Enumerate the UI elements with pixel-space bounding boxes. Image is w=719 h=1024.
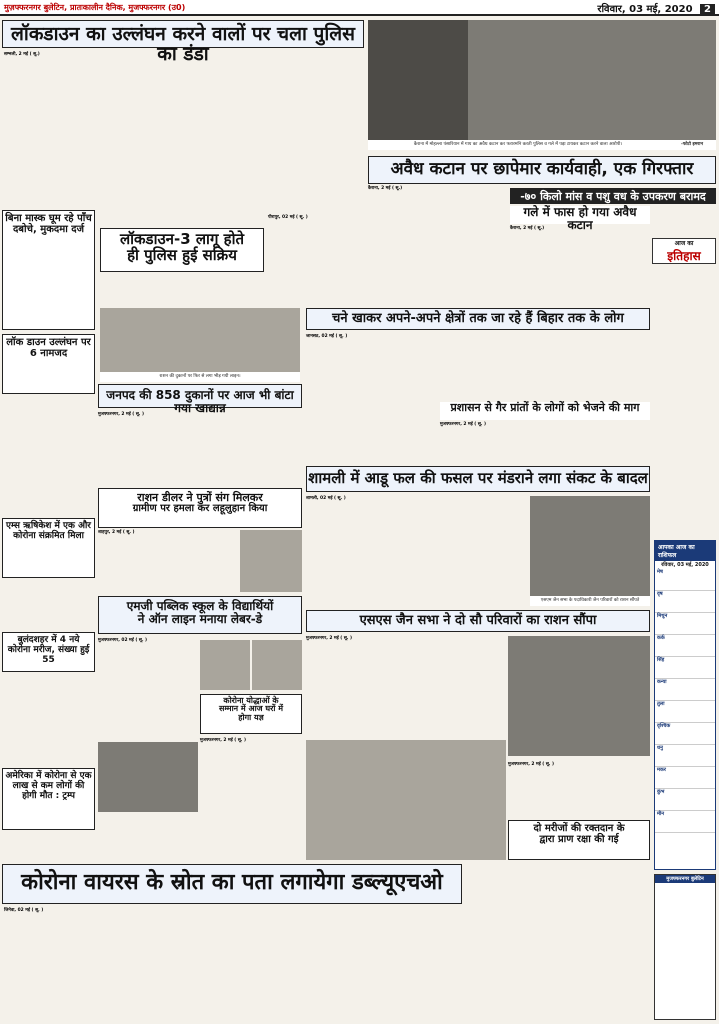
rashifal-sign: वृश्चिक bbox=[655, 723, 715, 745]
rashifal-date: रविवार, 03 मई, 2020 bbox=[661, 562, 709, 568]
brief-lockdown-box bbox=[2, 334, 95, 394]
rashifal-sign: मकर bbox=[655, 767, 715, 789]
story8-dateline: शाहपुर, 2 मई ( सू. ) bbox=[98, 530, 135, 535]
story9-photo bbox=[530, 496, 650, 596]
brief-aiims-headline: एम्स ऋषिकेश में एक और कोरोना संक्रमित मिला bbox=[3, 519, 94, 543]
story11-headline-line3: होगा यज्ञ bbox=[238, 712, 264, 722]
story11-dateline: मुजफ्फरनगर, 2 मई ( सू. ) bbox=[200, 738, 246, 743]
page-number: 2 bbox=[700, 4, 715, 15]
story8-headline-line1: राशन डीलर ने पुत्रों संग मिलकर bbox=[137, 491, 263, 504]
story9-body bbox=[306, 496, 526, 626]
story6-dateline: मुजफ्फरनगर, 2 मई ( सू. ) bbox=[440, 422, 486, 427]
brief-bulandshahr-headline: बुलंदशहर में 4 नये कोरोना मरीज, संख्या हुई 55 bbox=[3, 633, 94, 667]
story2-photo-caption: राशन की दुकानों पर फिर से लगा भीड़ गयी लाइन। bbox=[100, 372, 300, 382]
story1-photo-left-panel bbox=[368, 20, 468, 140]
story3-body bbox=[368, 186, 506, 276]
story7-headline: जनपद की 858 दुकानों पर आज भी बांटा गया खाद्यान्न bbox=[98, 384, 302, 408]
story1-body bbox=[4, 52, 364, 200]
story13-dateline: मुजफ्फरनगर, 2 मई ( सू. ) bbox=[508, 762, 554, 767]
story3-subhead: -७० किलो मांस व पशु वध के उपकरण बरामद bbox=[510, 188, 716, 204]
story7-dateline: मुजफ्फरनगर, 2 मई ( सू. ) bbox=[98, 412, 144, 417]
rashifal-sign: मिथुन bbox=[655, 613, 715, 635]
story2-headline-box bbox=[100, 228, 264, 272]
brief-mask-box bbox=[2, 210, 95, 330]
story10-headline-line2: ने ऑन लाइन मनाया लेबर-डे bbox=[137, 611, 263, 626]
story8-photo bbox=[240, 530, 302, 592]
masthead-date-block bbox=[597, 1, 715, 15]
rashifal-sign: मेष bbox=[655, 569, 715, 591]
rashifal-sign: कुंभ bbox=[655, 789, 715, 811]
story12-body bbox=[306, 636, 506, 736]
brief-mask-headline: बिना मास्क घूम रहे पाँच दबोचे, मुकदमा दर्ज bbox=[3, 211, 94, 237]
story12-headline: एसएस जैन सभा ने दो सौ परिवारों का राशन सौंपा bbox=[306, 610, 650, 632]
story4-dateline: कैराना, 2 मई ( सू.) bbox=[510, 226, 545, 231]
story5-body bbox=[306, 334, 436, 454]
misc-bottom-right-body bbox=[466, 866, 650, 1020]
story10-headline-line1: एमजी पब्लिक स्कूल के विद्यार्थियों bbox=[126, 599, 274, 613]
brief-lockdown-headline: लॉक डाउन उल्लंघन पर 6 नामजद bbox=[3, 335, 94, 361]
story1-photo-credit: -फोटो इमरान bbox=[668, 140, 716, 150]
story2-headline-line1: लॉकडाउन-3 लागू होते bbox=[119, 230, 245, 248]
story10-headline-box bbox=[98, 596, 302, 634]
story2-body bbox=[268, 215, 364, 305]
story1-photo-caption: कैराना में मोहल्ला पंसारियान में गाय का अवैध कटान कर फरारमनि करती पुलिस व गले में पड़ा टायकर कटान करने वाला आरोपी। bbox=[368, 140, 668, 150]
story12-dateline: मुजफ्फरनगर, 2 मई ( सू. ) bbox=[306, 636, 352, 641]
story10-body bbox=[98, 638, 198, 738]
itihas-label: इतिहास bbox=[667, 249, 701, 263]
story1-headline: लॉकडाउन का उल्लंघन करने वालों पर चला पुलिस का डंडा bbox=[2, 20, 364, 48]
masthead bbox=[0, 0, 719, 16]
rashifal-list bbox=[655, 569, 715, 833]
story3-dateline: कैराना, 2 मई ( सू.) bbox=[368, 186, 403, 191]
story8-headline-box bbox=[98, 488, 302, 528]
story13-headline-line2: द्वारा प्राण रक्षा की गई bbox=[539, 833, 619, 845]
story7-body bbox=[98, 412, 302, 484]
story3-headline: अवैध कटान पर छापेमार कार्यवाही, एक गिरफ्तार bbox=[368, 156, 716, 184]
story10-photo-student1 bbox=[200, 640, 250, 690]
rashifal-sign: सिंह bbox=[655, 657, 715, 679]
rashifal-sign: कन्या bbox=[655, 679, 715, 701]
story14-body bbox=[4, 908, 460, 1020]
story8-body bbox=[98, 530, 238, 592]
rashifal-sign: कर्क bbox=[655, 635, 715, 657]
story10-dateline: मुजफ्फरनगर, 02 मई ( सू. ) bbox=[98, 638, 148, 643]
story13-headline-box bbox=[508, 820, 650, 860]
masthead-publication: मुज़फ्फरनगर बुलेटिन, प्रातःकालीन दैनिक, मुजफ्फरनगर (उ0) bbox=[4, 3, 186, 12]
itihas-body bbox=[652, 266, 716, 530]
story12-photo bbox=[508, 636, 650, 756]
story13-photo bbox=[306, 740, 506, 860]
imprint-box bbox=[654, 874, 716, 1020]
story11-headline-line1: कोरोना योद्धाओं के bbox=[223, 696, 279, 705]
story10-photo-group bbox=[98, 742, 198, 812]
brief-bulandshahr-box bbox=[2, 632, 95, 672]
story4-headline: गले में फास हो गया अवैध कटान bbox=[510, 206, 650, 224]
story14-headline: कोरोना वायरस के स्रोत का पता लगायेगा डब्ल्यूएचओ bbox=[2, 864, 462, 904]
rashifal-heading: आपका आज का राशिफल bbox=[655, 541, 715, 561]
story9-photo-caption: एसएम जैन सभा के पदाधिकारी जैन परिवारों को राशन सौंपते bbox=[530, 596, 650, 606]
rashifal-sign: मीन bbox=[655, 811, 715, 833]
story2-dateline: पीरापुर, 02 मई ( सू. ) bbox=[268, 215, 308, 220]
story1-dateline: सम्भली, 2 मई ( सू.) bbox=[4, 52, 40, 57]
story6-headline: प्रशासन से गैर प्रांतों के लोगों को भेजने की माग bbox=[440, 402, 650, 420]
rashifal-sign: वृष bbox=[655, 591, 715, 613]
story11-body bbox=[200, 738, 302, 816]
rashifal-box bbox=[654, 540, 716, 870]
masthead-date: रविवार, 03 मई, 2020 bbox=[597, 4, 693, 15]
rashifal-sign: तुला bbox=[655, 701, 715, 723]
story9-dateline: शामली, 02 मई ( सू. ) bbox=[306, 496, 346, 501]
story8-headline-line2: ग्रामीण पर हमला कर लहूलुहान किया bbox=[132, 502, 268, 514]
brief-america-headline: अमेरिका में कोरोना से एक लाख से कम लोगों की होगी मौत : ट्रम्प bbox=[3, 769, 94, 803]
story14-dateline: जिनेवा, 02 मई ( सू. ) bbox=[4, 908, 44, 913]
story4-body bbox=[510, 226, 650, 298]
brief-aiims-box bbox=[2, 518, 95, 578]
story6-body bbox=[440, 422, 650, 462]
imprint-title: मुजफ्फरनगर बुलेटिन bbox=[655, 875, 715, 883]
story10-photo-student2 bbox=[252, 640, 302, 690]
story11-headline-line2: सम्मान में आज घरों में bbox=[219, 704, 283, 714]
story9-headline: शामली में आडू फल की फसल पर मंडराने लगा संकट के बादल bbox=[306, 466, 650, 492]
aaj-ka-label: आज का bbox=[674, 240, 694, 247]
brief-america-box bbox=[2, 768, 95, 830]
aaj-ka-itihas-badge bbox=[652, 238, 716, 264]
story2-headline-line2: ही पुलिस हुई सक्रिय bbox=[127, 245, 237, 264]
story5-headline: चने खाकर अपने-अपने क्षेत्रों तक जा रहे हैं बिहार तक के लोग bbox=[306, 308, 650, 330]
story13-body bbox=[508, 762, 650, 818]
rashifal-sign: धनु bbox=[655, 745, 715, 767]
story5-dateline: जानसठ, 02 मई ( सू. ) bbox=[306, 334, 348, 339]
story11-headline-box bbox=[200, 694, 302, 734]
story2-photo bbox=[100, 308, 300, 382]
story13-headline-line1: दो मरीजों की रक्तदान के bbox=[533, 823, 625, 834]
